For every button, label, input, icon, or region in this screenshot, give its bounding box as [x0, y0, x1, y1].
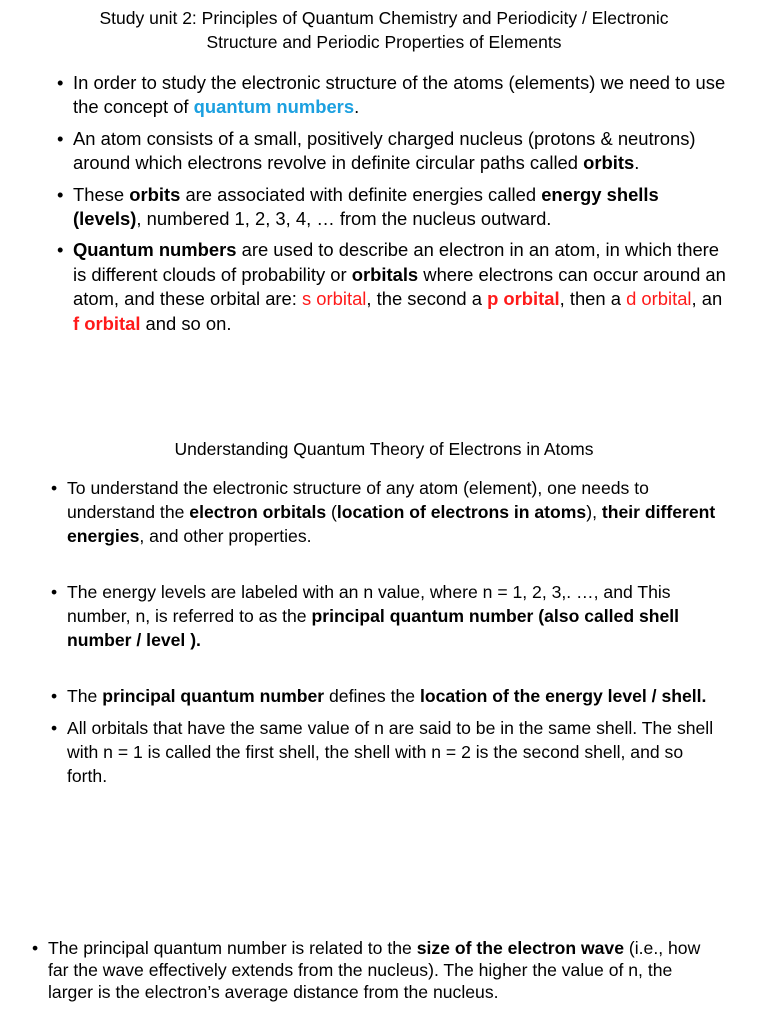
text-run: .	[354, 96, 360, 118]
text-run: An atom consists of a small, positively charged nucleus (protons & neutrons) around which electrons revolve in definite circular paths called	[73, 127, 696, 174]
section-1-bullet-list	[57, 71, 729, 343]
highlight-text: p orbital	[487, 288, 560, 310]
text-run: .	[634, 152, 640, 174]
text-run: ),	[586, 502, 602, 522]
section-3-bullet-list	[32, 937, 712, 1003]
text-run: , an	[691, 288, 723, 310]
bold-text: location of the energy level / shell.	[419, 686, 707, 706]
bold-text: principal quantum number (also called shell number / level ).	[67, 606, 680, 650]
bullet-item	[51, 684, 723, 708]
text-run: The principal quantum number is related to the	[48, 938, 417, 958]
bold-text: location of electrons in atoms	[336, 502, 587, 522]
page-title-line-2: Structure and Periodic Properties of Elements	[206, 32, 562, 52]
bold-text: energy shells (levels)	[73, 183, 659, 230]
bold-text: size of the electron wave	[416, 938, 624, 958]
text-run: where electrons can occur around an atom, and these orbital are:	[73, 263, 726, 310]
text-run: defines the	[324, 686, 420, 706]
text-run: The energy levels are labeled with an n value, where n = 1, 2, 3,. …, and This number, n, is referred to as the	[67, 582, 671, 626]
text-run: All orbitals that have the same value of n are said to be in the same shell. The shell with n = 1 is called the first shell, the shell with n = 2 is the second shell, and so forth.	[67, 718, 714, 786]
text-run: In order to study the electronic structure of the atoms (elements) we need to use the concept of	[73, 72, 726, 118]
highlight-text: f orbital	[73, 312, 141, 334]
bold-text: orbitals	[351, 263, 419, 285]
text-run: , numbered 1, 2, 3, 4, … from the nucleus outward.	[136, 208, 552, 230]
text-run: are associated with definite energies called	[180, 183, 542, 205]
bold-text: orbits	[583, 152, 635, 174]
section-2-bullet-list	[51, 476, 723, 788]
highlight-text: quantum numbers	[193, 96, 355, 118]
bold-text: orbits	[129, 183, 181, 205]
bullet-item	[57, 127, 729, 176]
page-title	[40, 6, 728, 54]
bullet-item	[51, 716, 723, 788]
bullet-item	[57, 71, 729, 120]
bold-text: Quantum numbers	[73, 239, 237, 261]
bold-text: principal quantum number	[102, 686, 325, 706]
section-2-heading: Understanding Quantum Theory of Electrons in Atoms	[174, 439, 594, 459]
bold-text: electron orbitals	[189, 502, 327, 522]
text-run: , then a	[559, 288, 627, 310]
text-run: and so on.	[140, 312, 232, 334]
bullet-item	[51, 476, 723, 548]
text-run: (i.e., how far the wave effectively extends from the nucleus). The higher the value of n, the larger is the electron’s average distance from the nucleus.	[48, 938, 701, 1002]
text-run: The	[67, 686, 103, 706]
bullet-item	[57, 238, 729, 336]
text-run: , the second a	[366, 288, 488, 310]
text-run: , and other properties.	[139, 526, 312, 546]
text-run: (	[326, 502, 337, 522]
highlight-text: s orbital	[302, 288, 367, 310]
text-run: To understand the electronic structure of any atom (element), one needs to understand the	[67, 478, 649, 522]
highlight-text: d orbital	[626, 288, 692, 310]
bold-text: their different energies	[67, 502, 716, 546]
text-run: are used to describe an electron in an atom, in which there is different clouds of probability or	[73, 239, 720, 285]
text-run: These	[73, 183, 130, 205]
page-title-line-1: Study unit 2: Principles of Quantum Chemistry and Periodicity / Electronic	[99, 8, 669, 28]
bullet-item	[57, 183, 729, 232]
bullet-item	[51, 580, 723, 652]
bullet-item	[32, 937, 712, 1003]
